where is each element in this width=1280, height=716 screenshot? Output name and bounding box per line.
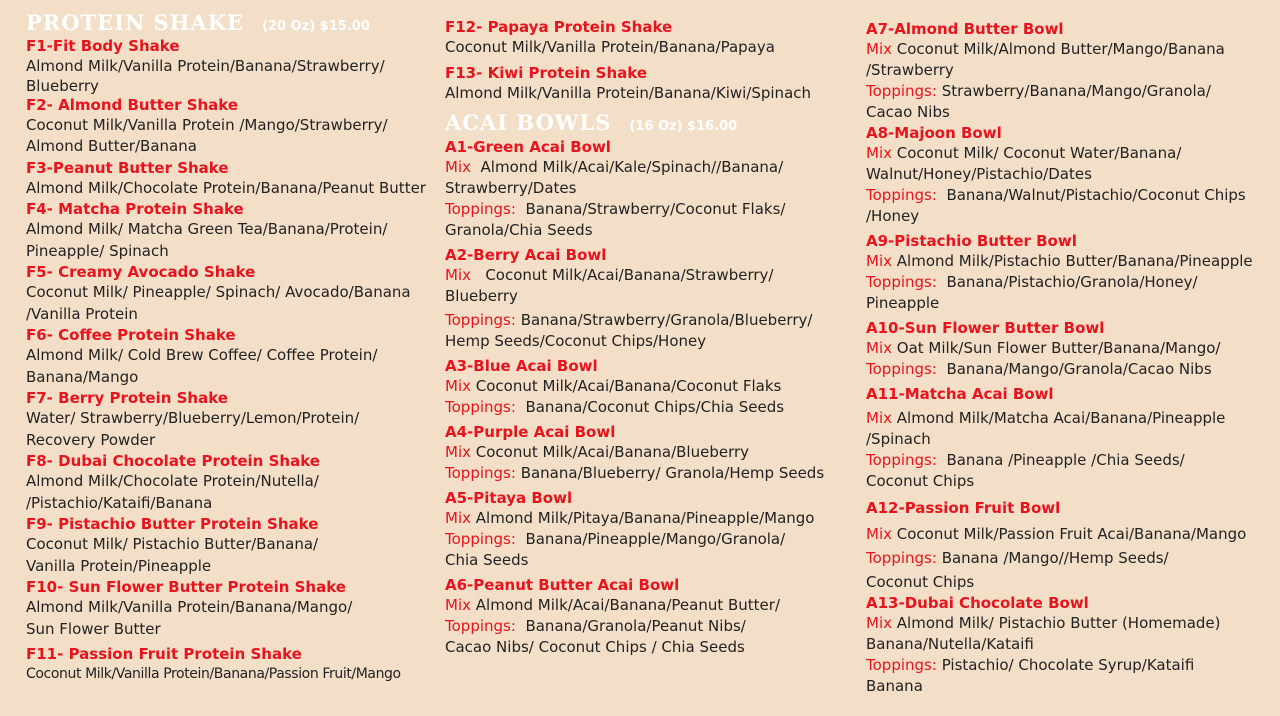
section-price: (16 Oz) $16.00 (629, 119, 738, 134)
mix-label: Mix (445, 158, 471, 176)
item-desc: Coconut Milk/Vanilla Protein /Mango/Strawberry/ (26, 115, 388, 134)
item-title: A3-Blue Acai Bowl (445, 357, 598, 375)
mix-line (445, 595, 863, 616)
item-desc: Almond Milk/Vanilla Protein/Banana/Strawberry/ (26, 57, 385, 75)
toppings-label: Toppings: (866, 273, 937, 291)
mix-line (866, 251, 1276, 272)
item-desc: Coconut Milk/Vanilla Protein/Banana/Passion Fruit/Mango (26, 666, 401, 682)
toppings-line-2: Coconut Chips (866, 573, 975, 591)
toppings-line (866, 655, 1276, 676)
toppings-line-2: Banana (866, 677, 923, 695)
toppings-line (445, 310, 863, 331)
mix-label: Mix (445, 377, 471, 395)
toppings-line-2: Cacao Nibs/ Coconut Chips / Chia Seeds (445, 638, 745, 656)
toppings-line-2: Granola/Chia Seeds (445, 221, 593, 239)
menu-item-f5 (26, 262, 440, 325)
item-title: A2-Berry Acai Bowl (445, 246, 607, 264)
mix-line-2: Banana/Nutella/Kataifi (866, 635, 1034, 653)
item-desc: Sun Flower Butter (26, 619, 161, 638)
menu-item-f12 (445, 17, 863, 58)
menu-item-f10 (26, 577, 440, 640)
toppings-text: Pistachio/ Chocolate Syrup/Kataifi (941, 656, 1195, 674)
menu-item-a8 (866, 123, 1276, 227)
mix-line (445, 157, 863, 178)
item-title: A11-Matcha Acai Bowl (866, 385, 1054, 403)
menu-item-f3 (26, 158, 440, 200)
mix-label: Mix (866, 409, 892, 427)
mix-line (866, 408, 1276, 429)
toppings-label: Toppings: (866, 360, 937, 378)
item-desc: Pineapple/ Spinach (26, 241, 169, 260)
mix-text: Almond Milk/Pistachio Butter/Banana/Pineapple (896, 252, 1253, 270)
toppings-text: Strawberry/Banana/Mango/Granola/ (941, 82, 1211, 100)
menu-item-a13 (866, 593, 1276, 697)
item-title: F8- Dubai Chocolate Protein Shake (26, 452, 320, 470)
toppings-line (866, 359, 1276, 380)
toppings-label: Toppings: (866, 82, 937, 100)
menu-item-a2 (445, 245, 863, 352)
toppings-label: Toppings: (866, 656, 937, 674)
mix-text: Coconut Milk/Acai/Banana/Strawberry/ (485, 266, 774, 284)
mix-line (445, 376, 863, 397)
mix-text: Almond Milk/Acai/Kale/Spinach//Banana/ (480, 158, 784, 176)
item-title: A9-Pistachio Butter Bowl (866, 232, 1077, 250)
item-title: A6-Peanut Butter Acai Bowl (445, 576, 680, 594)
mix-text: Almond Milk/Pitaya/Banana/Pineapple/Mango (475, 509, 815, 527)
menu-item-a10 (866, 318, 1276, 380)
toppings-text: Banana /Mango//Hemp Seeds/ (941, 549, 1169, 567)
toppings-line-2: /Honey (866, 207, 920, 225)
mix-label: Mix (866, 525, 892, 543)
mix-line (866, 338, 1276, 359)
mix-line (445, 265, 863, 286)
item-title: F10- Sun Flower Butter Protein Shake (26, 578, 346, 596)
item-title: A10-Sun Flower Butter Bowl (866, 319, 1105, 337)
menu-item-a5 (445, 488, 863, 571)
menu-item-f4 (26, 199, 440, 262)
mix-text: Coconut Milk/Acai/Banana/Coconut Flaks (475, 377, 782, 395)
menu-item-a11 (866, 384, 1276, 492)
mix-text: Coconut Milk/ Coconut Water/Banana/ (896, 144, 1182, 162)
mix-label: Mix (445, 509, 471, 527)
mix-text: Coconut Milk/Acai/Banana/Blueberry (475, 443, 750, 461)
toppings-line (866, 81, 1276, 102)
item-title: F1-Fit Body Shake (26, 37, 180, 55)
item-desc: Almond Milk/Chocolate Protein/Nutella/ (26, 472, 319, 490)
item-desc: Vanilla Protein/Pineapple (26, 556, 212, 575)
mix-line (866, 39, 1276, 60)
toppings-line (866, 272, 1276, 293)
menu-item-f11 (26, 644, 440, 686)
menu-item-a9 (866, 231, 1276, 314)
menu-item-a12 (866, 498, 1276, 593)
mix-text: Coconut Milk/Almond Butter/Mango/Banana (896, 40, 1225, 58)
item-title: F7- Berry Protein Shake (26, 389, 228, 407)
item-title: A7-Almond Butter Bowl (866, 20, 1064, 38)
mix-line (445, 508, 863, 529)
item-desc: /Pistachio/Kataifi/Banana (26, 493, 213, 512)
toppings-text: Banana/Strawberry/Coconut Flaks/ (525, 200, 786, 218)
mix-text: Almond Milk/ Pistachio Butter (Homemade) (896, 614, 1221, 632)
mix-label: Mix (866, 614, 892, 632)
mix-line (866, 524, 1276, 545)
section-title: ACAI BOWLS (445, 110, 612, 135)
mix-line-2: /Strawberry (866, 61, 954, 79)
toppings-label: Toppings: (445, 311, 516, 329)
mix-line-2: Blueberry (445, 287, 518, 305)
protein-shake-header (26, 10, 440, 35)
mix-line (445, 442, 863, 463)
item-desc: Blueberry (26, 76, 99, 95)
toppings-text: Banana/Blueberry/ Granola/Hemp Seeds (520, 464, 825, 482)
toppings-label: Toppings: (445, 464, 516, 482)
acai-bowls-header (445, 110, 863, 135)
toppings-label: Toppings: (866, 451, 937, 469)
mix-label: Mix (866, 339, 892, 357)
item-desc: Coconut Milk/ Pineapple/ Spinach/ Avocado/Banana (26, 283, 411, 301)
menu-item-f13 (445, 63, 863, 104)
item-title: F5- Creamy Avocado Shake (26, 263, 256, 281)
toppings-line (445, 397, 863, 418)
menu-item-f9 (26, 514, 440, 577)
toppings-line (866, 548, 1276, 569)
protein-shake-column-1 (26, 0, 440, 686)
mix-label: Mix (445, 596, 471, 614)
item-title: F13- Kiwi Protein Shake (445, 64, 647, 82)
toppings-text: Banana/Coconut Chips/Chia Seeds (525, 398, 785, 416)
item-desc: Almond Milk/ Cold Brew Coffee/ Coffee Protein/ (26, 346, 378, 364)
item-title: A4-Purple Acai Bowl (445, 423, 616, 441)
item-title: F4- Matcha Protein Shake (26, 200, 244, 218)
mix-line (866, 143, 1276, 164)
menu-item-f1 (26, 36, 440, 95)
menu-item-f6 (26, 325, 440, 388)
item-title: A12-Passion Fruit Bowl (866, 499, 1061, 517)
item-desc: Almond Milk/Chocolate Protein/Banana/Peanut Butter (26, 178, 426, 197)
menu-column-2 (445, 0, 863, 658)
menu-item-a7 (866, 19, 1276, 123)
item-desc: Water/ Strawberry/Blueberry/Lemon/Protein/ (26, 409, 360, 427)
item-title: F6- Coffee Protein Shake (26, 326, 236, 344)
toppings-label: Toppings: (866, 186, 937, 204)
toppings-label: Toppings: (445, 200, 516, 218)
menu-item-a4 (445, 422, 863, 484)
menu-item-f7 (26, 388, 440, 451)
mix-label: Mix (866, 252, 892, 270)
toppings-line (866, 450, 1276, 471)
toppings-label: Toppings: (866, 549, 937, 567)
toppings-text: Banana/Granola/Peanut Nibs/ (525, 617, 746, 635)
toppings-text: Banana/Pineapple/Mango/Granola/ (525, 530, 786, 548)
mix-text: Oat Milk/Sun Flower Butter/Banana/Mango/ (896, 339, 1221, 357)
item-desc: Recovery Powder (26, 430, 156, 449)
toppings-text: Banana/Walnut/Pistachio/Coconut Chips (946, 186, 1246, 204)
toppings-text: Banana/Mango/Granola/Cacao Nibs (946, 360, 1212, 378)
toppings-label: Toppings: (445, 530, 516, 548)
toppings-label: Toppings: (445, 617, 516, 635)
item-title: F12- Papaya Protein Shake (445, 18, 673, 36)
toppings-line (866, 185, 1276, 206)
toppings-text: Banana /Pineapple /Chia Seeds/ (946, 451, 1185, 469)
menu-item-f8 (26, 451, 440, 514)
item-desc: Almond Butter/Banana (26, 137, 197, 155)
toppings-label: Toppings: (445, 398, 516, 416)
mix-label: Mix (866, 40, 892, 58)
mix-text: Coconut Milk/Passion Fruit Acai/Banana/Mango (896, 525, 1247, 543)
item-title: A5-Pitaya Bowl (445, 489, 573, 507)
mix-line (866, 613, 1276, 634)
section-price: (20 Oz) $15.00 (262, 19, 370, 34)
toppings-text: Banana/Pistachio/Granola/Honey/ (946, 273, 1198, 291)
mix-label: Mix (445, 266, 471, 284)
item-title: F11- Passion Fruit Protein Shake (26, 645, 302, 663)
item-title: F9- Pistachio Butter Protein Shake (26, 515, 319, 533)
toppings-line (445, 199, 863, 220)
item-desc: /Vanilla Protein (26, 304, 138, 323)
item-title: F3-Peanut Butter Shake (26, 158, 229, 177)
item-desc: Banana/Mango (26, 367, 139, 386)
item-title: A1-Green Acai Bowl (445, 138, 611, 156)
mix-line-2: /Spinach (866, 430, 931, 448)
item-desc: Almond Milk/Vanilla Protein/Banana/Kiwi/Spinach (445, 84, 812, 102)
menu-item-a1 (445, 137, 863, 241)
toppings-line (445, 463, 863, 484)
mix-label: Mix (445, 443, 471, 461)
item-desc: Almond Milk/ Matcha Green Tea/Banana/Protein/ (26, 220, 388, 238)
section-title: PROTEIN SHAKE (26, 10, 245, 35)
toppings-line-2: Hemp Seeds/Coconut Chips/Honey (445, 332, 707, 350)
item-desc: Coconut Milk/Vanilla Protein/Banana/Papaya (445, 38, 775, 56)
item-desc: Almond Milk/Vanilla Protein/Banana/Mango/ (26, 598, 353, 616)
mix-line-2: Strawberry/Dates (445, 179, 577, 197)
item-title: A13-Dubai Chocolate Bowl (866, 594, 1089, 612)
mix-text: Almond Milk/Matcha Acai/Banana/Pineapple (896, 409, 1226, 427)
item-desc: Coconut Milk/ Pistachio Butter/Banana/ (26, 535, 319, 553)
toppings-line-2: Pineapple (866, 294, 940, 312)
mix-line-2: Walnut/Honey/Pistachio/Dates (866, 165, 1092, 183)
menu-item-a6 (445, 575, 863, 658)
toppings-line-2: Coconut Chips (866, 472, 975, 490)
item-title: F2- Almond Butter Shake (26, 95, 239, 114)
toppings-line (445, 529, 863, 550)
toppings-line-2: Cacao Nibs (866, 103, 950, 121)
menu-item-a3 (445, 356, 863, 418)
toppings-line-2: Chia Seeds (445, 551, 529, 569)
menu-item-f2 (26, 95, 440, 158)
menu-column-3 (866, 0, 1276, 697)
toppings-text: Banana/Strawberry/Granola/Blueberry/ (520, 311, 813, 329)
toppings-line (445, 616, 863, 637)
mix-label: Mix (866, 144, 892, 162)
mix-text: Almond Milk/Acai/Banana/Peanut Butter/ (475, 596, 781, 614)
item-title: A8-Majoon Bowl (866, 124, 1002, 142)
